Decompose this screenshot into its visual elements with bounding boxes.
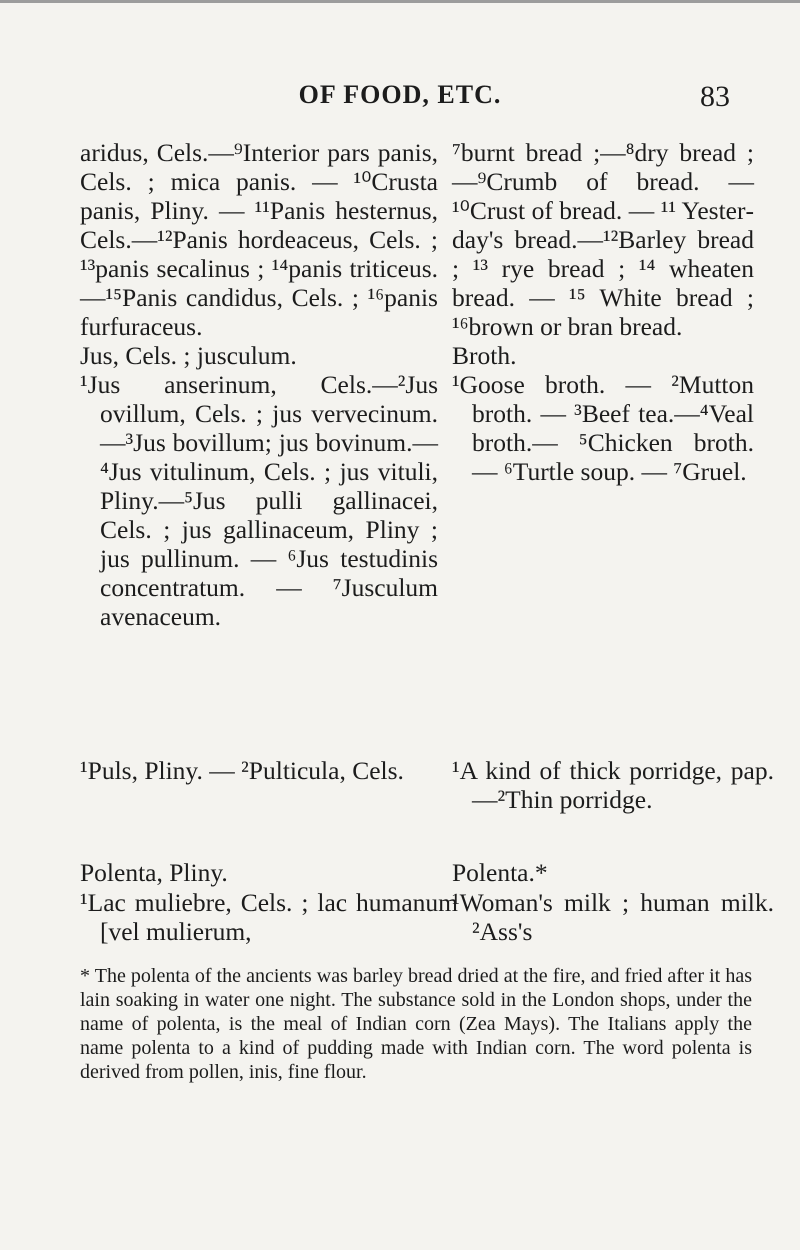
english-broth-heading: Broth. [452,341,517,370]
page-number: 83 [700,80,730,113]
latin-jus-heading: Jus, Cels. ; jusculum. [80,341,297,370]
latin-column [80,138,438,631]
english-porridge: ¹A kind of thick porridge, pap.—²Thin porridge. [452,756,774,814]
top-rule [0,0,800,3]
bread-broth-section [0,138,800,738]
english-polenta: Polenta.* [452,858,548,887]
english-bread-terms: ⁷burnt bread ;—⁸dry bread ;—⁹Crumb of bread. — ¹⁰Crust of bread. — ¹¹ Yesterday's bread.—¹²Barley bread ; ¹³ rye bread ; ¹⁴ wheaten bread. — ¹⁵ White bread ; ¹⁶brown or bran bread. [452,138,754,341]
milk-section [0,888,800,948]
porridge-section [0,756,800,836]
english-broth-terms: ¹Goose broth. — ²Mutton broth. — ³Beef tea.—⁴Veal broth.— ⁵Chicken broth. — ⁶Turtle soup. — ⁷Gruel. [452,370,754,486]
latin-polenta: Polenta, Pliny. [80,858,228,887]
latin-bread-terms: aridus, Cels.—⁹Interior pars panis, Cels. ; mica panis. — ¹⁰Crusta panis, Pliny. — ¹¹Panis hesternus, Cels.—¹²Panis hordeaceus, Cels. ; ¹³panis secalinus ; ¹⁴panis triticeus.—¹⁵Panis candidus, Cels. ; ¹⁶panis furfuraceus. [80,138,438,341]
running-head: OF FOOD, ETC. [298,80,502,109]
latin-porridge: ¹Puls, Pliny. — ²Pulticula, Cels. [80,756,404,785]
page-header [0,80,800,120]
latin-milk: ¹Lac muliebre, Cels. ; lac humanum [vel mulierum, [80,888,458,946]
english-milk: ¹Woman's milk ; human milk. ²Ass's [452,888,774,946]
english-column [452,138,754,486]
latin-broth-terms: ¹Jus anserinum, Cels.—²Jus ovillum, Cels. ; jus vervecinum.—³Jus bovillum; jus bovinum.—⁴Jus vitulinum, Cels. ; jus vituli, Pliny.—⁵Jus pulli gallinacei, Cels. ; jus gallinaceum, Pliny ; jus pullinum. — ⁶Jus testudinis concentratum. — ⁷Jusculum avenaceum. [80,370,438,631]
polenta-section [0,858,800,888]
footnote-polenta: * The polenta of the ancients was barley bread dried at the fire, and fried after it has lain soaking in water one night. The substance sold in the London shops, under the name of polenta, is the meal of Indian corn (Zea Mays). The Italians apply the name polenta to a kind of pudding made with Indian corn. The word polenta is derived from pollen, inis, fine flour. [80,965,752,1083]
